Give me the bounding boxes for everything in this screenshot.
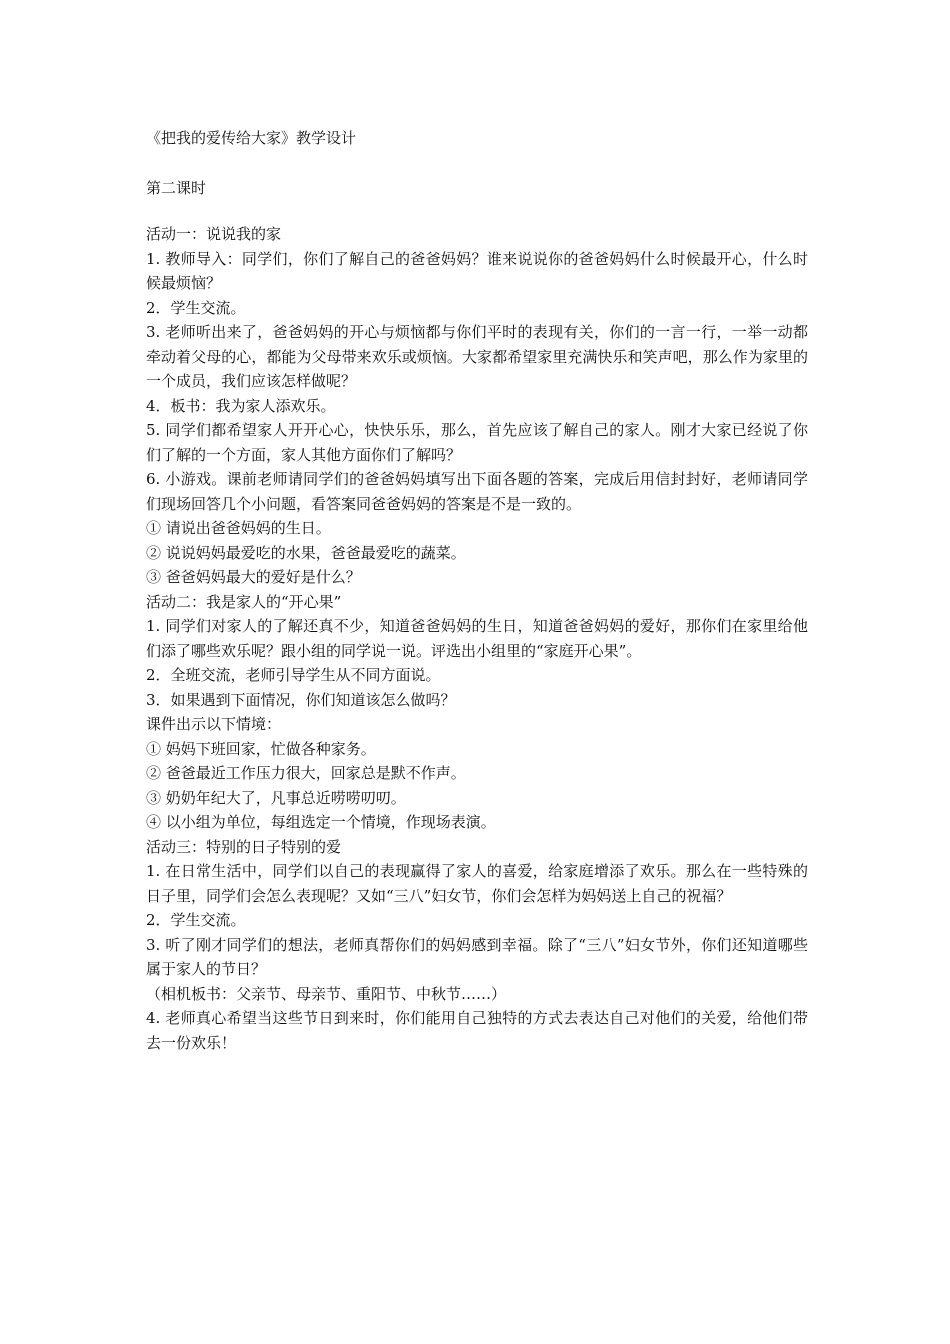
board-note: （相机板书：父亲节、母亲节、重阳节、中秋节……）: [146, 984, 507, 1003]
list-item: ① 妈妈下班回家，忙做各种家务。: [146, 739, 376, 758]
paragraph: 2．学生交流。: [146, 911, 246, 929]
paragraph: 2．学生交流。: [146, 298, 246, 317]
document-title: 《把我的爱传给大家》教学设计: [146, 129, 357, 147]
paragraph: 课件出示以下情境：: [146, 715, 282, 733]
activity-heading-1: 活动一：说说我的家: [146, 225, 282, 243]
lesson-heading: 第二课时: [146, 179, 207, 197]
paragraph: 3. 听了刚才同学们的想法，老师真帮你们的妈妈感到幸福。除了“三八”妇女节外，你们还知道哪些属于家人的节日？: [146, 935, 808, 978]
activity-heading-2: 活动二：我是家人的“开心果”: [146, 592, 342, 611]
paragraph: 3．如果遇到下面情况，你们知道该怎么做吗？: [146, 690, 456, 709]
paragraph: 2．全班交流，老师引导学生从不同方面说。: [146, 666, 441, 684]
paragraph: 4. 老师真心希望当这些节日到来时，你们能用自己独特的方式去表达自己对他们的关爱，给他们带去一份欢乐！: [146, 1009, 808, 1052]
paragraph: 1. 在日常生活中，同学们以自己的表现赢得了家人的喜爱，给家庭增添了欢乐。那么在一些特殊的日子里，同学们会怎么表现呢？又如“三八”妇女节，你们会怎样为妈妈送上自己的祝福？: [146, 862, 808, 905]
list-item: ④ 以小组为单位，每组选定一个情境，作现场表演。: [146, 813, 496, 831]
paragraph: 1. 教师导入：同学们，你们了解自己的爸爸妈妈？谁来说说你的爸爸妈妈什么时候最开心，什么时候最烦恼？: [146, 249, 808, 292]
activity-heading-3: 活动三：特别的日子特别的爱: [146, 837, 342, 856]
list-item: ② 爸爸最近工作压力很大，回家总是默不作声。: [146, 764, 466, 782]
paragraph: 1. 同学们对家人的了解还真不少，知道爸爸妈妈的生日，知道爸爸妈妈的爱好，那你们在家里给他们添了哪些欢乐呢？跟小组的同学说一说。评选出小组里的“家庭开心果”。: [146, 617, 808, 660]
list-item: ③ 爸爸妈妈最大的爱好是什么？: [146, 568, 361, 586]
paragraph: 3. 老师听出来了，爸爸妈妈的开心与烦恼都与你们平时的表现有关，你们的一言一行，一举一动都牵动着父母的心，都能为父母带来欢乐或烦恼。大家都希望家里充满快乐和笑声吧，那么作为家里的一个成员，我们应该怎样做呢？: [146, 323, 808, 390]
paragraph: 4．板书：我为家人添欢乐。: [146, 396, 336, 415]
document-page: [146, 124, 808, 1055]
document-body: [146, 222, 808, 1055]
paragraph: 6. 小游戏。课前老师请同学们的爸爸妈妈填写出下面各题的答案，完成后用信封封好，老师请同学们现场回答几个小问题，看答案同爸爸妈妈的答案是不是一致的。: [146, 470, 808, 513]
list-item: ② 说说妈妈最爱吃的水果，爸爸最爱吃的蔬菜。: [146, 543, 466, 562]
list-item: ① 请说出爸爸妈妈的生日。: [146, 519, 331, 537]
list-item: ③ 奶奶年纪大了，凡事总近唠唠叨叨。: [146, 788, 406, 807]
paragraph: 5. 同学们都希望家人开开心心，快快乐乐，那么，首先应该了解自己的家人。刚才大家已经说了你们了解的一个方面，家人其他方面你们了解吗？: [146, 421, 808, 464]
